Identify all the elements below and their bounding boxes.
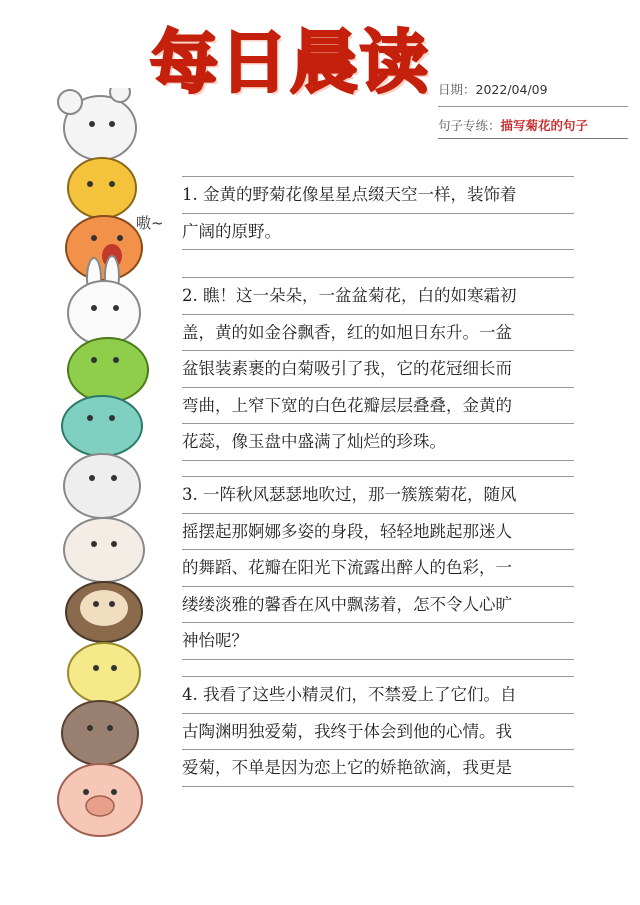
text-line: 2. 瞧！这一朵朵，一盆盆菊花，白的如寒霜初 — [182, 277, 574, 315]
date-field — [438, 80, 628, 98]
text-line: 爱菊，不单是因为恋上它的娇艳欲滴，我更是 — [182, 750, 574, 787]
text-line: 1. 金黄的野菊花像星星点缀天空一样，装饰着 — [182, 176, 574, 214]
paragraph-2 — [182, 277, 574, 461]
dog-icon — [62, 701, 138, 765]
text-line: 广阔的原野。 — [182, 214, 574, 251]
animal-stack-illustration — [50, 88, 170, 848]
topic-label: 句子专练： — [438, 118, 501, 133]
snake-icon — [62, 396, 142, 456]
date-label: 日期： — [438, 82, 476, 97]
horse-icon — [64, 454, 140, 518]
topic-underline — [438, 138, 628, 139]
paragraph-4 — [182, 676, 574, 787]
text-line: 3. 一阵秋风瑟瑟地吹过，那一簇簇菊花，随风 — [182, 476, 574, 514]
text-line: 盖，黄的如金谷飘香，红的如旭日东升。一盆 — [182, 315, 574, 352]
topic-field — [438, 116, 628, 139]
text-line: 盆银装素裹的白菊吸引了我，它的花冠细长而 — [182, 351, 574, 388]
text-line: 古陶渊明独爱菊，我终于体会到他的心情。我 — [182, 714, 574, 751]
page-title: 每日晨读 — [150, 24, 431, 103]
text-line: 花蕊，像玉盘中盛满了灿烂的珍珠。 — [182, 424, 574, 461]
chicken-icon — [68, 643, 140, 703]
animal-stack-svg — [50, 88, 170, 848]
monkey-icon — [66, 582, 142, 642]
header-divider — [438, 106, 628, 107]
sheep-icon — [64, 518, 144, 582]
paragraph-1 — [182, 176, 574, 250]
tiger-icon — [66, 216, 142, 280]
tiger-roar-text: 嗷~ — [136, 214, 164, 232]
pig-icon — [58, 764, 142, 836]
text-line: 摇摆起那婀娜多姿的身段，轻轻地跳起那迷人 — [182, 514, 574, 551]
text-line: 4. 我看了这些小精灵们，不禁爱上了它们。自 — [182, 676, 574, 714]
text-line: 神怡呢？ — [182, 623, 574, 660]
cow-icon — [68, 158, 136, 218]
dragon-icon — [68, 338, 148, 402]
mouse-icon — [58, 88, 136, 160]
text-line: 弯曲，上窄下宽的白色花瓣层层叠叠，金黄的 — [182, 388, 574, 425]
text-line: 缕缕淡雅的馨香在风中飘荡着，怎不令人心旷 — [182, 587, 574, 624]
date-value: 2022/04/09 — [475, 82, 548, 97]
text-line: 的舞蹈、花瓣在阳光下流露出醉人的色彩，一 — [182, 550, 574, 587]
paragraph-3 — [182, 476, 574, 660]
topic-value: 描写菊花的句子 — [500, 118, 589, 133]
